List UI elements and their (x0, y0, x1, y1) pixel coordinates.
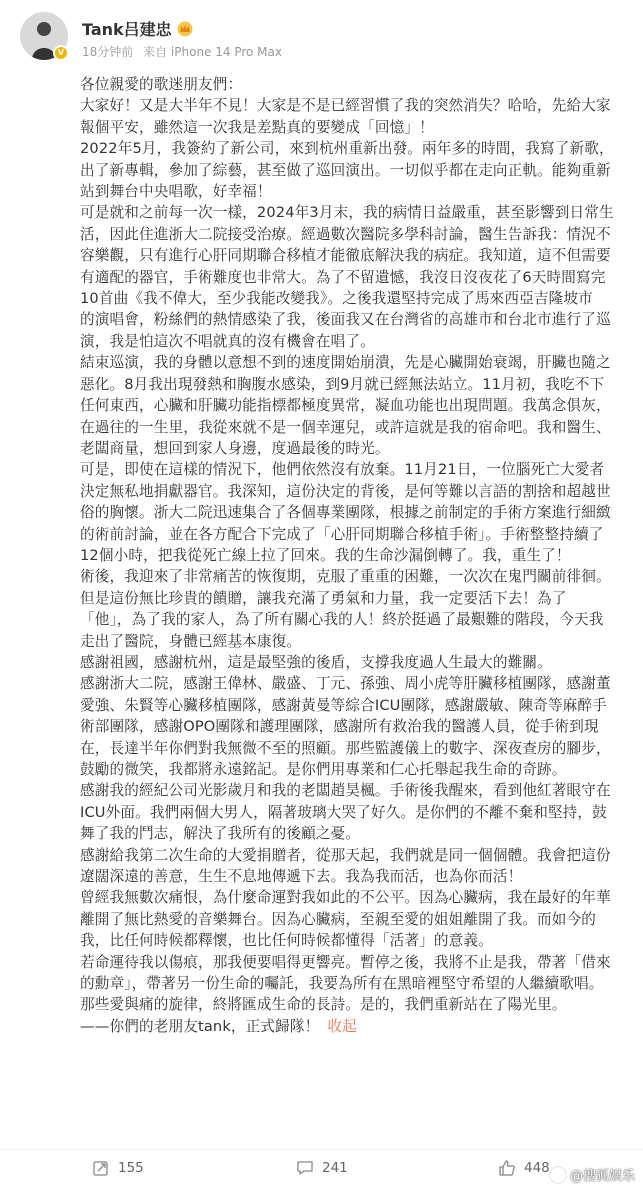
post-text-line (80, 609, 626, 630)
post-text: 決定無私地捐獻器官。我深知，這份決定的背後，是何等難以言語的割捨和超越世 (80, 482, 611, 500)
post-text: 的演唱會，粉絲們的熱情感染了我，後面我又在台灣省的高雄市和台北市進行了巡 (80, 311, 611, 329)
verified-badge: V (53, 45, 69, 61)
comment-count: 241 (322, 1160, 348, 1176)
post-time[interactable]: 18分钟前 (82, 45, 134, 59)
post-text-line (80, 738, 626, 759)
post-text: 容樂觀，只有進行心肝同期聯合移植才能徹底解決我的病症。我知道，這不但需要 (80, 247, 611, 265)
post-text: 術後，我迎來了非常痛苦的恢復期，克服了重重的困難，一次次在鬼門關前徘徊。 (80, 568, 611, 586)
post-text: 術部團隊，感謝OPO團隊和護理團隊，感謝所有救治我的醫護人員，從手術到現 (80, 718, 599, 736)
post-text-line (80, 952, 626, 973)
post-text-line (80, 780, 626, 801)
post-text-line (80, 481, 626, 502)
post-text: 可是，即使在這樣的情況下，他們依然沒有放棄。11月21日，一位腦死亡大愛者 (80, 461, 605, 479)
post-content (80, 74, 626, 1037)
post-text: 的勳章」，帶著另一份生命的囑託，我要為所有在黑暗裡堅守希望的人繼續歌唱。 (80, 975, 604, 993)
post-meta (82, 43, 288, 60)
post-text-line (80, 95, 626, 116)
post-text-line (80, 631, 626, 652)
post-text: 站到舞台中央唱歌，好幸福！ (80, 183, 272, 201)
post-text-line (80, 352, 626, 373)
post-text: 曾經我無數次痛恨，為什麼命運對我如此的不公平。因為心臟病，我在最好的年華 (80, 889, 611, 907)
post-text-line (80, 417, 626, 438)
post-text: 出了新專輯，參加了綜藝，甚至做了巡回演出。一切似乎都在走向正軌。能夠重新 (80, 161, 611, 179)
post-text-line (80, 160, 626, 181)
post-text: 演，我是怕這次不唱就真的沒有機會在唱了。 (80, 332, 375, 350)
post-text: 感謝給我第二次生命的大愛捐贈者，從那天起，我們就是同一個個體。我會把這份 (80, 846, 611, 864)
watermark-text: @搜狐娱乐 (569, 1169, 635, 1184)
post-text-line (80, 994, 626, 1015)
watermark (550, 1165, 635, 1184)
post-text-line (80, 673, 626, 694)
post-text-line (80, 909, 626, 930)
post-text-line (80, 887, 626, 908)
post-text-line (80, 502, 626, 523)
author-name[interactable]: Tank吕建忠 (82, 20, 172, 39)
post-text: 在，長達半年你們對我無微不至的照顧。那些監護儀上的數字、深夜查房的腳步， (80, 739, 611, 757)
post-text-line (80, 331, 626, 352)
post-text: 俗的胸懷。浙大二院迅速集合了各個專業團隊，根據之前制定的手術方案進行細緻 (80, 504, 611, 522)
post-text: 感謝祖國，感謝杭州，這是最堅強的後盾，支撐我度過人生最大的難關。 (80, 653, 552, 671)
post-header (0, 0, 643, 68)
post-text-line (80, 74, 626, 95)
post-text: 結束巡演，我的身體以意想不到的速度開始崩潰，先是心臟開始衰竭，肝臟也隨之 (80, 354, 611, 372)
post-text: 12個小時，把我從死亡線上拉了回來。我的生命沙漏倒轉了。我，重生了！ (80, 546, 571, 564)
post-text-line (80, 202, 626, 223)
post-text-line (80, 973, 626, 994)
crown-icon (176, 21, 194, 37)
post-text-line (80, 395, 626, 416)
post-text-line (80, 716, 626, 737)
post-text: 但是這份無比珍貴的饋贈，讓我充滿了勇氣和力量，我一定要活下去！為了 (80, 589, 567, 607)
post-text-line (80, 823, 626, 844)
post-text: 愛強、朱賢等心臟移植團隊，感謝黃曼等綜合ICU團隊，感謝嚴敏、陳奇等麻醉手 (80, 696, 607, 714)
repost-icon (92, 1159, 110, 1177)
like-count: 448 (524, 1160, 550, 1176)
post-text: 10首曲《我不偉大，至少我能改變我》。之後我還堅持完成了馬來西亞吉隆坡市 (80, 290, 593, 308)
collapse-link[interactable]: 收起 (327, 1017, 357, 1035)
post-text-line (80, 1016, 626, 1037)
post-text-line (80, 309, 626, 330)
post-text-line (80, 438, 626, 459)
post-text-line (80, 288, 626, 309)
post-text: 活，因此住進浙大二院接受治療。經過數次醫院多學科討論，醫生告訴我：情況不 (80, 225, 611, 243)
author-name-row[interactable] (82, 17, 194, 40)
post-text-line (80, 374, 626, 395)
post-text-line (80, 267, 626, 288)
post-text-line (80, 930, 626, 951)
post-text: 離開了無比熱愛的音樂舞台。因為心臟病，至親至愛的姐姐離開了我。而如今的 (80, 910, 597, 928)
post-text: ——你們的老朋友tank，正式歸隊！ (80, 1017, 320, 1035)
post-text: 的術前討論，並在各方配合下完成了「心肝同期聯合移植手術」。手術整整持續了 (80, 525, 604, 543)
post-text: ICU外面。我們兩個大男人，隔著玻璃大哭了好久。是你們的不離不棄和堅持，鼓 (80, 803, 607, 821)
post-text-line (80, 117, 626, 138)
post-text-line (80, 224, 626, 245)
post-text: 「他」，為了我的家人，為了所有關心我的人！終於挺過了最艱難的階段，今天我 (80, 611, 604, 629)
post-text-line (80, 866, 626, 887)
post-text: 遼闊深遠的善意，生生不息地傳遞下去。我為我而活，也為你而活！ (80, 868, 523, 886)
post-text-line (80, 695, 626, 716)
post-text-line (80, 759, 626, 780)
post-text: 那些愛與痛的旋律，終將匯成生命的長詩。是的，我們重新站在了陽光里。 (80, 996, 567, 1014)
post-source: 来自 iPhone 14 Pro Max (143, 45, 282, 59)
post-text: 有適配的器官，手術難度也非常大。為了不留遺憾，我沒日沒夜花了6天時間寫完 (80, 268, 606, 286)
post-text: 鼓勵的微笑，我都將永遠銘記。是你們用專業和仁心托舉起我生命的奇跡。 (80, 761, 567, 778)
post-text-line (80, 459, 626, 480)
post-text: 舞了我的鬥志，解決了我所有的後顧之憂。 (80, 825, 361, 843)
like-button[interactable] (498, 1159, 550, 1177)
post-text-line (80, 845, 626, 866)
post-text-line (80, 181, 626, 202)
post-text: 老闆商量，想回到家人身邊，度過最後的時光。 (80, 439, 390, 457)
post-text-line (80, 566, 626, 587)
repost-button[interactable] (92, 1159, 144, 1177)
post-text-line (80, 545, 626, 566)
comment-button[interactable] (296, 1159, 348, 1177)
post-text-line (80, 588, 626, 609)
post-text: 在過往的一生里，我從來就不是一個幸運兒，或許這就是我的宿命吧。我和醫生、 (80, 418, 611, 436)
post-text-line (80, 802, 626, 823)
post-text-line (80, 524, 626, 545)
post-text: 感謝我的經紀公司光影歲月和我的老闆趙昊楓。手術後我醒來，看到他紅著眼守在 (80, 782, 611, 800)
post-text: 感謝浙大二院，感謝王偉林、嚴盛、丁元、孫強、周小虎等肝臟移植團隊，感謝董 (80, 675, 611, 693)
post-text: 報個平安，雖然這一次我是差點真的要變成「回憶」！ (80, 118, 434, 136)
repost-count: 155 (118, 1160, 144, 1176)
post-text: 各位親愛的歌迷朋友們： (80, 76, 243, 93)
thumbs-up-icon (498, 1159, 516, 1177)
post-text: 走出了醫院，身體已經基本康復。 (80, 632, 302, 650)
post-text: 可是就和之前每一次一樣，2024年3月末，我的病情日益嚴重，甚至影響到日常生 (80, 204, 614, 222)
watermark-logo-icon (550, 1167, 566, 1183)
post-text: 我，比任何時候都釋懷，也比任何時候都懂得「活著」的意義。 (80, 932, 493, 950)
post-text: 惡化。8月我出現發熱和胸腹水感染，到9月就已經無法站立。11月初，我吃不下 (80, 375, 605, 393)
post-text-line (80, 138, 626, 159)
post-text: 2022年5月，我簽約了新公司，來到杭州重新出發。兩年多的時間，我寫了新歌， (80, 140, 614, 158)
comment-icon (296, 1159, 314, 1177)
post-text-line (80, 652, 626, 673)
post-text-line (80, 245, 626, 266)
post-text: 大家好！又是大半年不見！大家是不是已經習慣了我的突然消失？哈哈，先給大家 (80, 97, 611, 115)
action-bar (0, 1150, 643, 1197)
post-text: 若命運待我以傷痕，那我便要唱得更響亮。暫停之後，我將不止是我，帶著「借來 (80, 953, 611, 971)
post-text: 任何東西，心臟和肝臟功能指標都極度異常，凝血功能也出現問題。我萬念俱灰， (80, 397, 611, 415)
